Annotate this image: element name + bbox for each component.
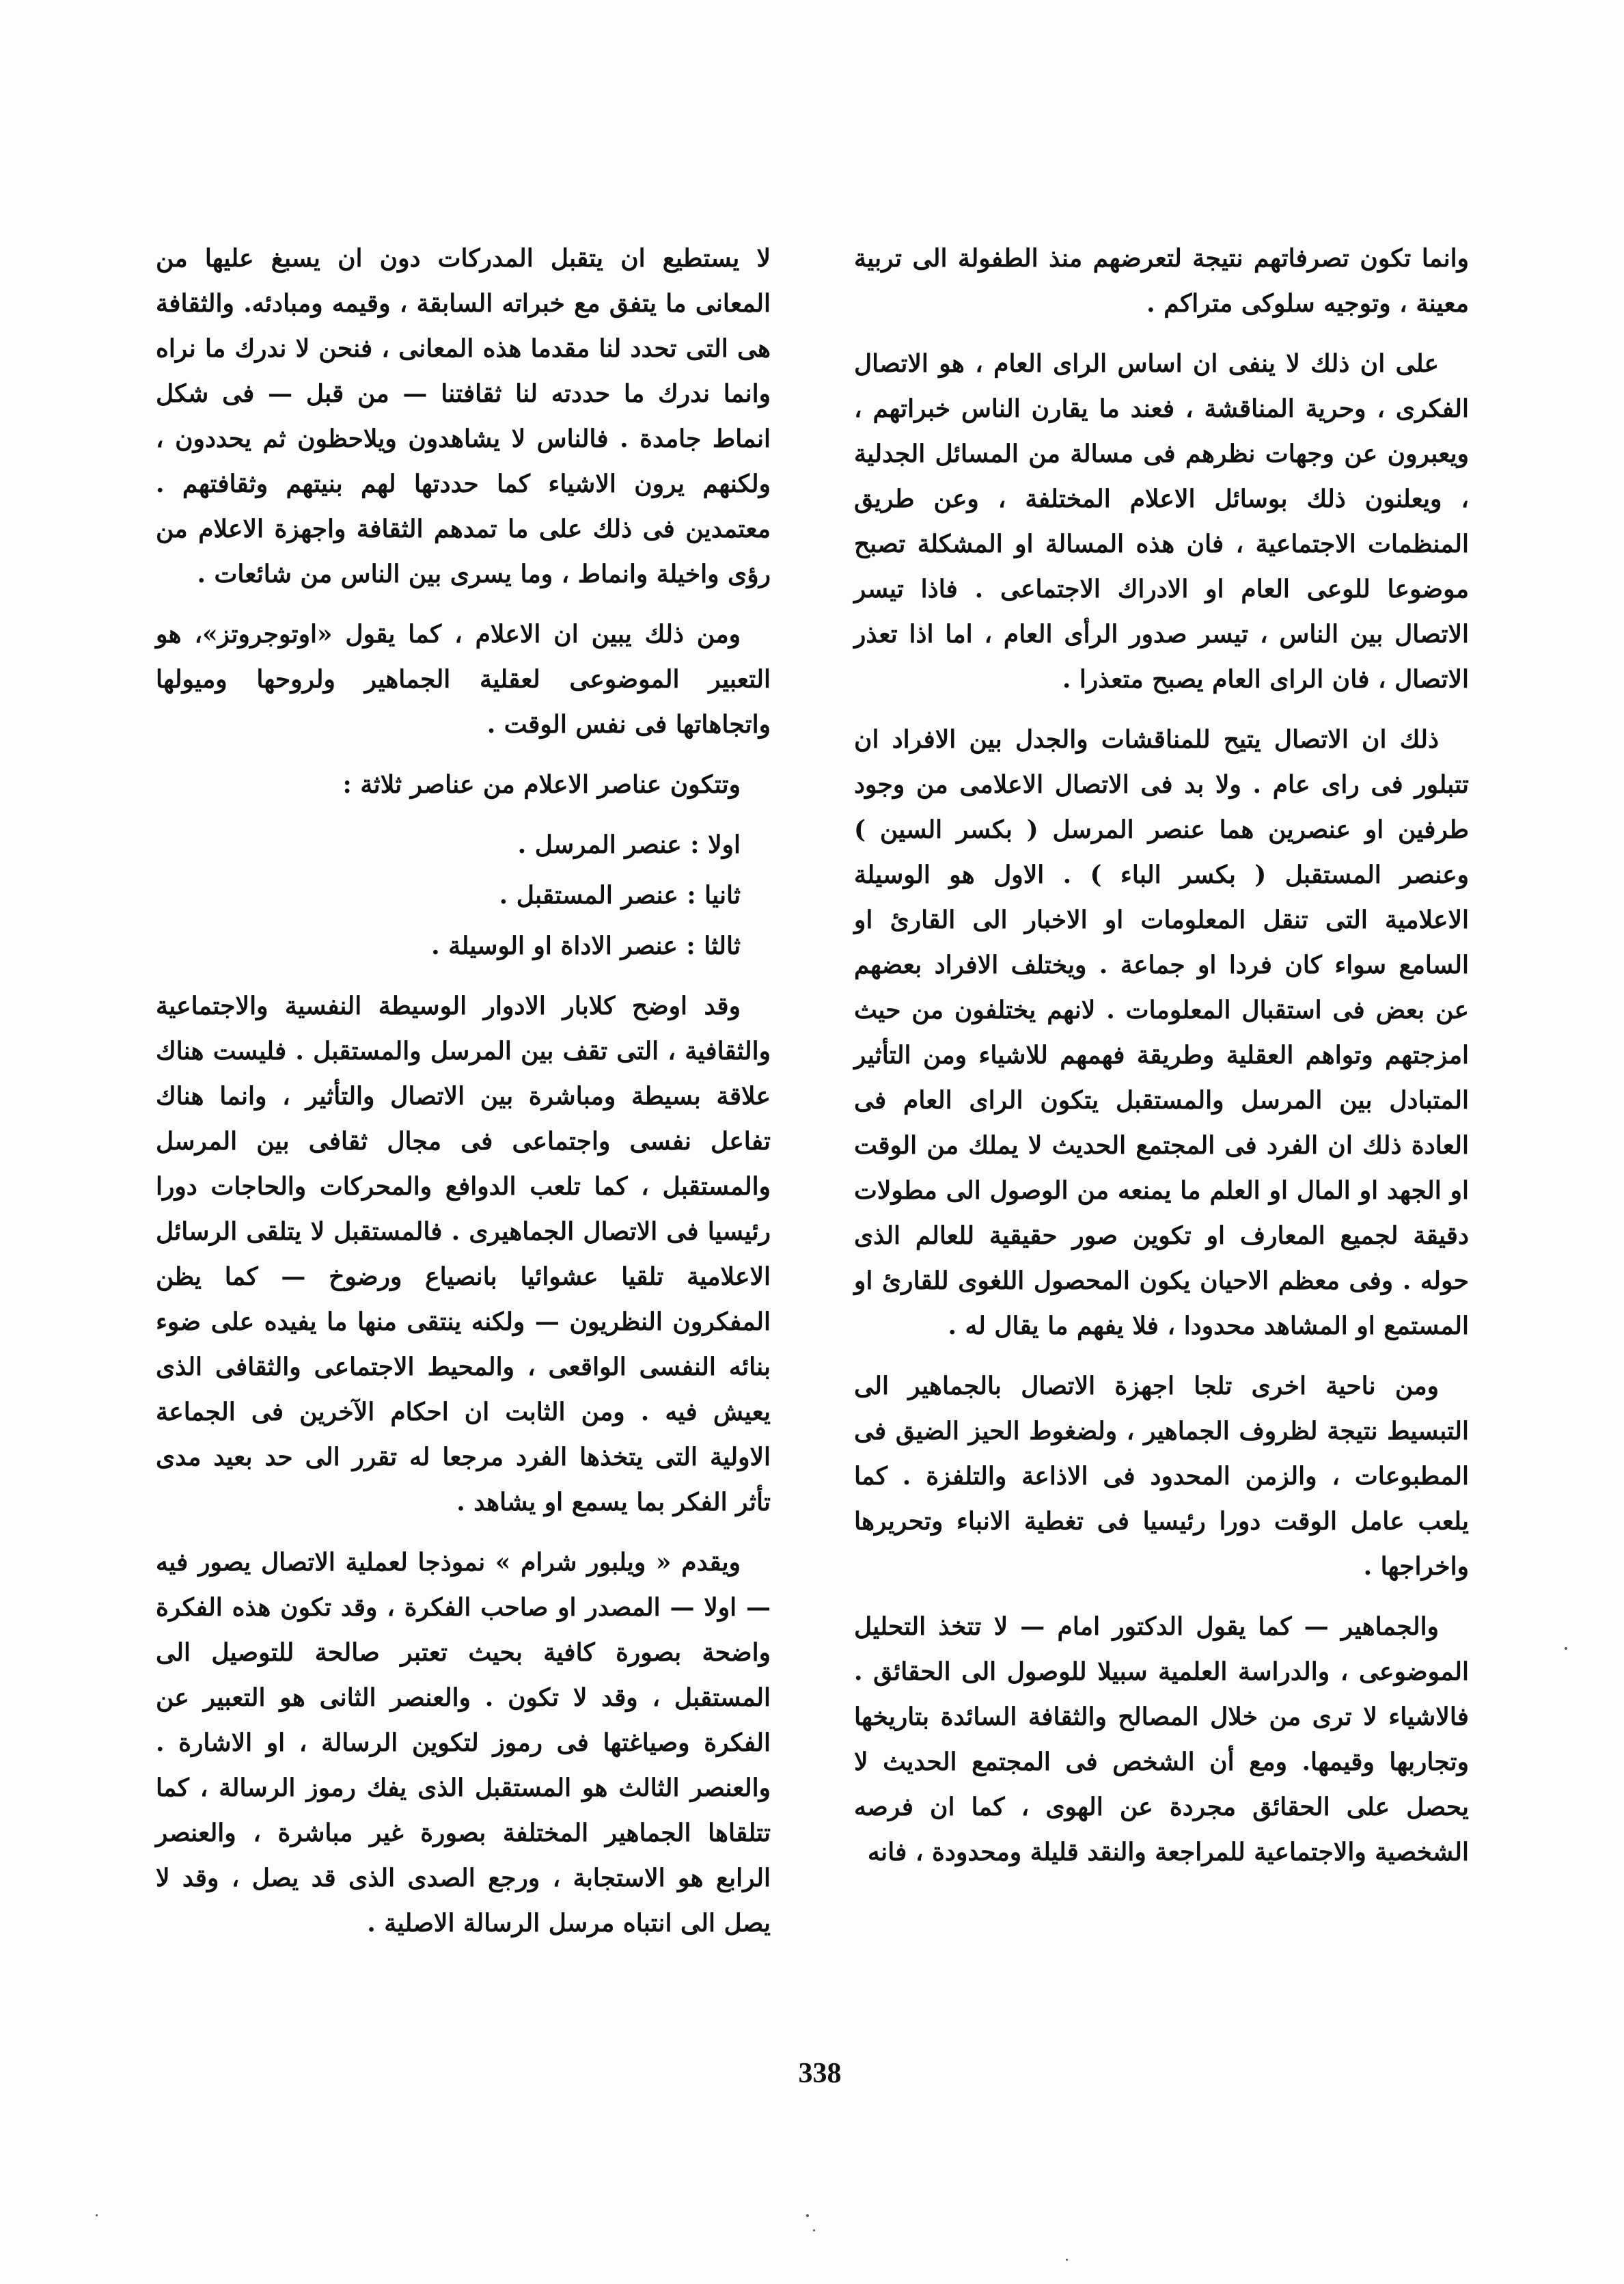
list-item: ثانيا : عنصر المستقبل .	[499, 881, 741, 910]
right-column	[854, 236, 1469, 1890]
paragraph: ذلك ان الاتصال يتيح للمناقشات والجدل بين الافراد ان تتبلور فى راى عام . ولا بد فى الاتصال الاعلامى من وجود طرفين او عنصرين هما عنصر المرسل ( بكسر السين ) وعنصر المستقبل ( بكسر الباء ) . الاول هو الوسيلة الاعلامية التى تنقل المعلومات او الاخبار الى القارئ او السامع سواء كان فردا او جماعة . ويختلف الافراد بعضهم عن بعض فى استقبال المعلومات . لانهم يختلفون من حيث امزجتهم وتواهم العقلية وطريقة فهمهم للاشياء ومن التأثير المتبادل بين المرسل والمستقبل يتكون الراى العام فى العادة ذلك ان الفرد فى المجتمع الحديث لا يملك من الوقت او الجهد او المال او العلم ما يمنعه من الوصول الى مطولات دقيقة لجميع المعارف او تكوين صور حقيقية للعالم الذى حوله . وفى معظم الاحيان يكون المحصول اللغوى للقارئ او المستمع او المشاهد محدودا ، فلا يفهم ما يقال له .	[854, 725, 1469, 1340]
page-number: 338	[798, 2058, 842, 2089]
left-column	[156, 236, 771, 1961]
scan-speck	[813, 2229, 815, 2231]
paragraph: ومن ناحية اخرى تلجا اجهزة الاتصال بالجماهير الى التبسيط نتيجة لظروف الجماهير ، ولضغوط الحيز الضيق فى المطبوعات ، والزمن المحدود فى الاذاعة والتلفزة . كما يلعب عامل الوقت دورا رئيسيا فى تغطية الانباء وتحريرها واخراجها .	[854, 1372, 1469, 1581]
scan-speck	[806, 2214, 809, 2217]
paragraph: ومن ذلك يبين ان الاعلام ، كما يقول «اوتوجروتز»، هو التعبير الموضوعى لعقلية الجماهير ولروحها وميولها واتجاهاتها فى نفس الوقت .	[156, 620, 771, 739]
paragraph: وقد اوضح كلابار الادوار الوسيطة النفسية والاجتماعية والثقافية ، التى تقف بين المرسل والمستقبل . فليست هناك علاقة بسيطة ومباشرة بين الاتصال والتأثير ، وانما هناك تفاعل نفسى واجتماعى فى مجال ثقافى بين المرسل والمستقبل ، كما تلعب الدوافع والمحركات والحاجات دورا رئيسيا فى الاتصال الجماهيرى . فالمستقبل لا يتلقى الرسائل الاعلامية تلقيا عشوائيا بانصياع ورضوخ — كما يظن المفكرون النظريون — ولكنه ينتقى منها ما يفيده على ضوء بنائه النفسى الواقعى ، والمحيط الاجتماعى والثقافى الذى يعيش فيه . ومن الثابت ان احكام الآخرين فى الجماعة الاولية التى يتخذها الفرد مرجعا له تقرر الى حد بعيد مدى تأثر الفكر بما يسمع او يشاهد .	[156, 992, 771, 1517]
scan-speck	[96, 2214, 98, 2216]
scan-speck	[1066, 2259, 1068, 2261]
scan-speck	[1565, 1647, 1567, 1650]
list-item: اولا : عنصر المرسل .	[517, 830, 741, 859]
paragraph: لا يستطيع ان يتقبل المدركات دون ان يسبغ عليها من المعانى ما يتفق مع خبراته السابقة ، وقيمه ومبادئه. والثقافة هى التى تحدد لنا مقدما هذه المعانى ، فنحن لا ندرك ما نراه وانما ندرك ما حددته لنا ثقافتنا — من قبل — فى شكل انماط جامدة . فالناس لا يشاهدون ويلاحظون ثم يحددون ، ولكنهم يرون الاشياء كما حددتها لهم بنيتهم وثقافتهم . معتمدين فى ذلك على ما تمدهم الثقافة واجهزة الاعلام من رؤى واخيلة وانماط ، وما يسرى بين الناس من شائعات .	[156, 244, 771, 588]
paragraph: على ان ذلك لا ينفى ان اساس الراى العام ، هو الاتصال الفكرى ، وحرية المناقشة ، فعند ما يقارن الناس خبراتهم ، ويعبرون عن وجهات نظرهم فى مسالة من المسائل الجدلية ، ويعلنون ذلك بوسائل الاعلام المختلفة ، وعن طريق المنظمات الاجتماعية ، فان هذه المسالة او المشكلة تصبح موضوعا للوعى العام او الادراك الاجتماعى . فاذا تيسر الاتصال بين الناس ، تيسر صدور الرأى العام ، اما اذا تعذر الاتصال ، فان الراى العام يصبح متعذرا .	[854, 349, 1469, 694]
paragraph: ويقدم « ويلبور شرام » نموذجا لعملية الاتصال يصور فيه — اولا — المصدر او صاحب الفكرة ، وقد تكون هذه الفكرة واضحة بصورة كافية بحيث تعتبر صالحة للتوصيل الى المستقبل ، وقد لا تكون . والعنصر الثانى هو التعبير عن الفكرة وصياغتها فى رموز لتكوين الرسالة ، او الاشارة . والعنصر الثالث هو المستقبل الذى يفك رموز الرسالة ، كما تتلقاها الجماهير المختلفة بصورة غير مباشرة ، والعنصر الرابع هو الاستجابة ، ورجع الصدى الذى قد يصل ، وقد لا يصل الى انتباه مرسل الرسالة الاصلية .	[156, 1548, 771, 1938]
paragraph: والجماهير — كما يقول الدكتور امام — لا تتخذ التحليل الموضوعى ، والدراسة العلمية سبيلا للوصول الى الحقائق . فالاشياء لا ترى من خلال المصالح والثقافة السائدة بتاريخها وتجاربها وقيمها. ومع أن الشخص فى المجتمع الحديث لا يحصل على الحقائق مجردة عن الهوى ، كما ان فرصه الشخصية والاجتماعية للمراجعة والنقد قليلة ومحدودة ، فانه	[854, 1612, 1469, 1866]
list-item: ثالثا : عنصر الاداة او الوسيلة .	[431, 932, 741, 960]
paragraph: وانما تكون تصرفاتهم نتيجة لتعرضهم منذ الطفولة الى تربية معينة ، وتوجيه سلوكى متراكم .	[854, 244, 1469, 318]
paragraph: وتتكون عناصر الاعلام من عناصر ثلاثة :	[342, 770, 741, 799]
